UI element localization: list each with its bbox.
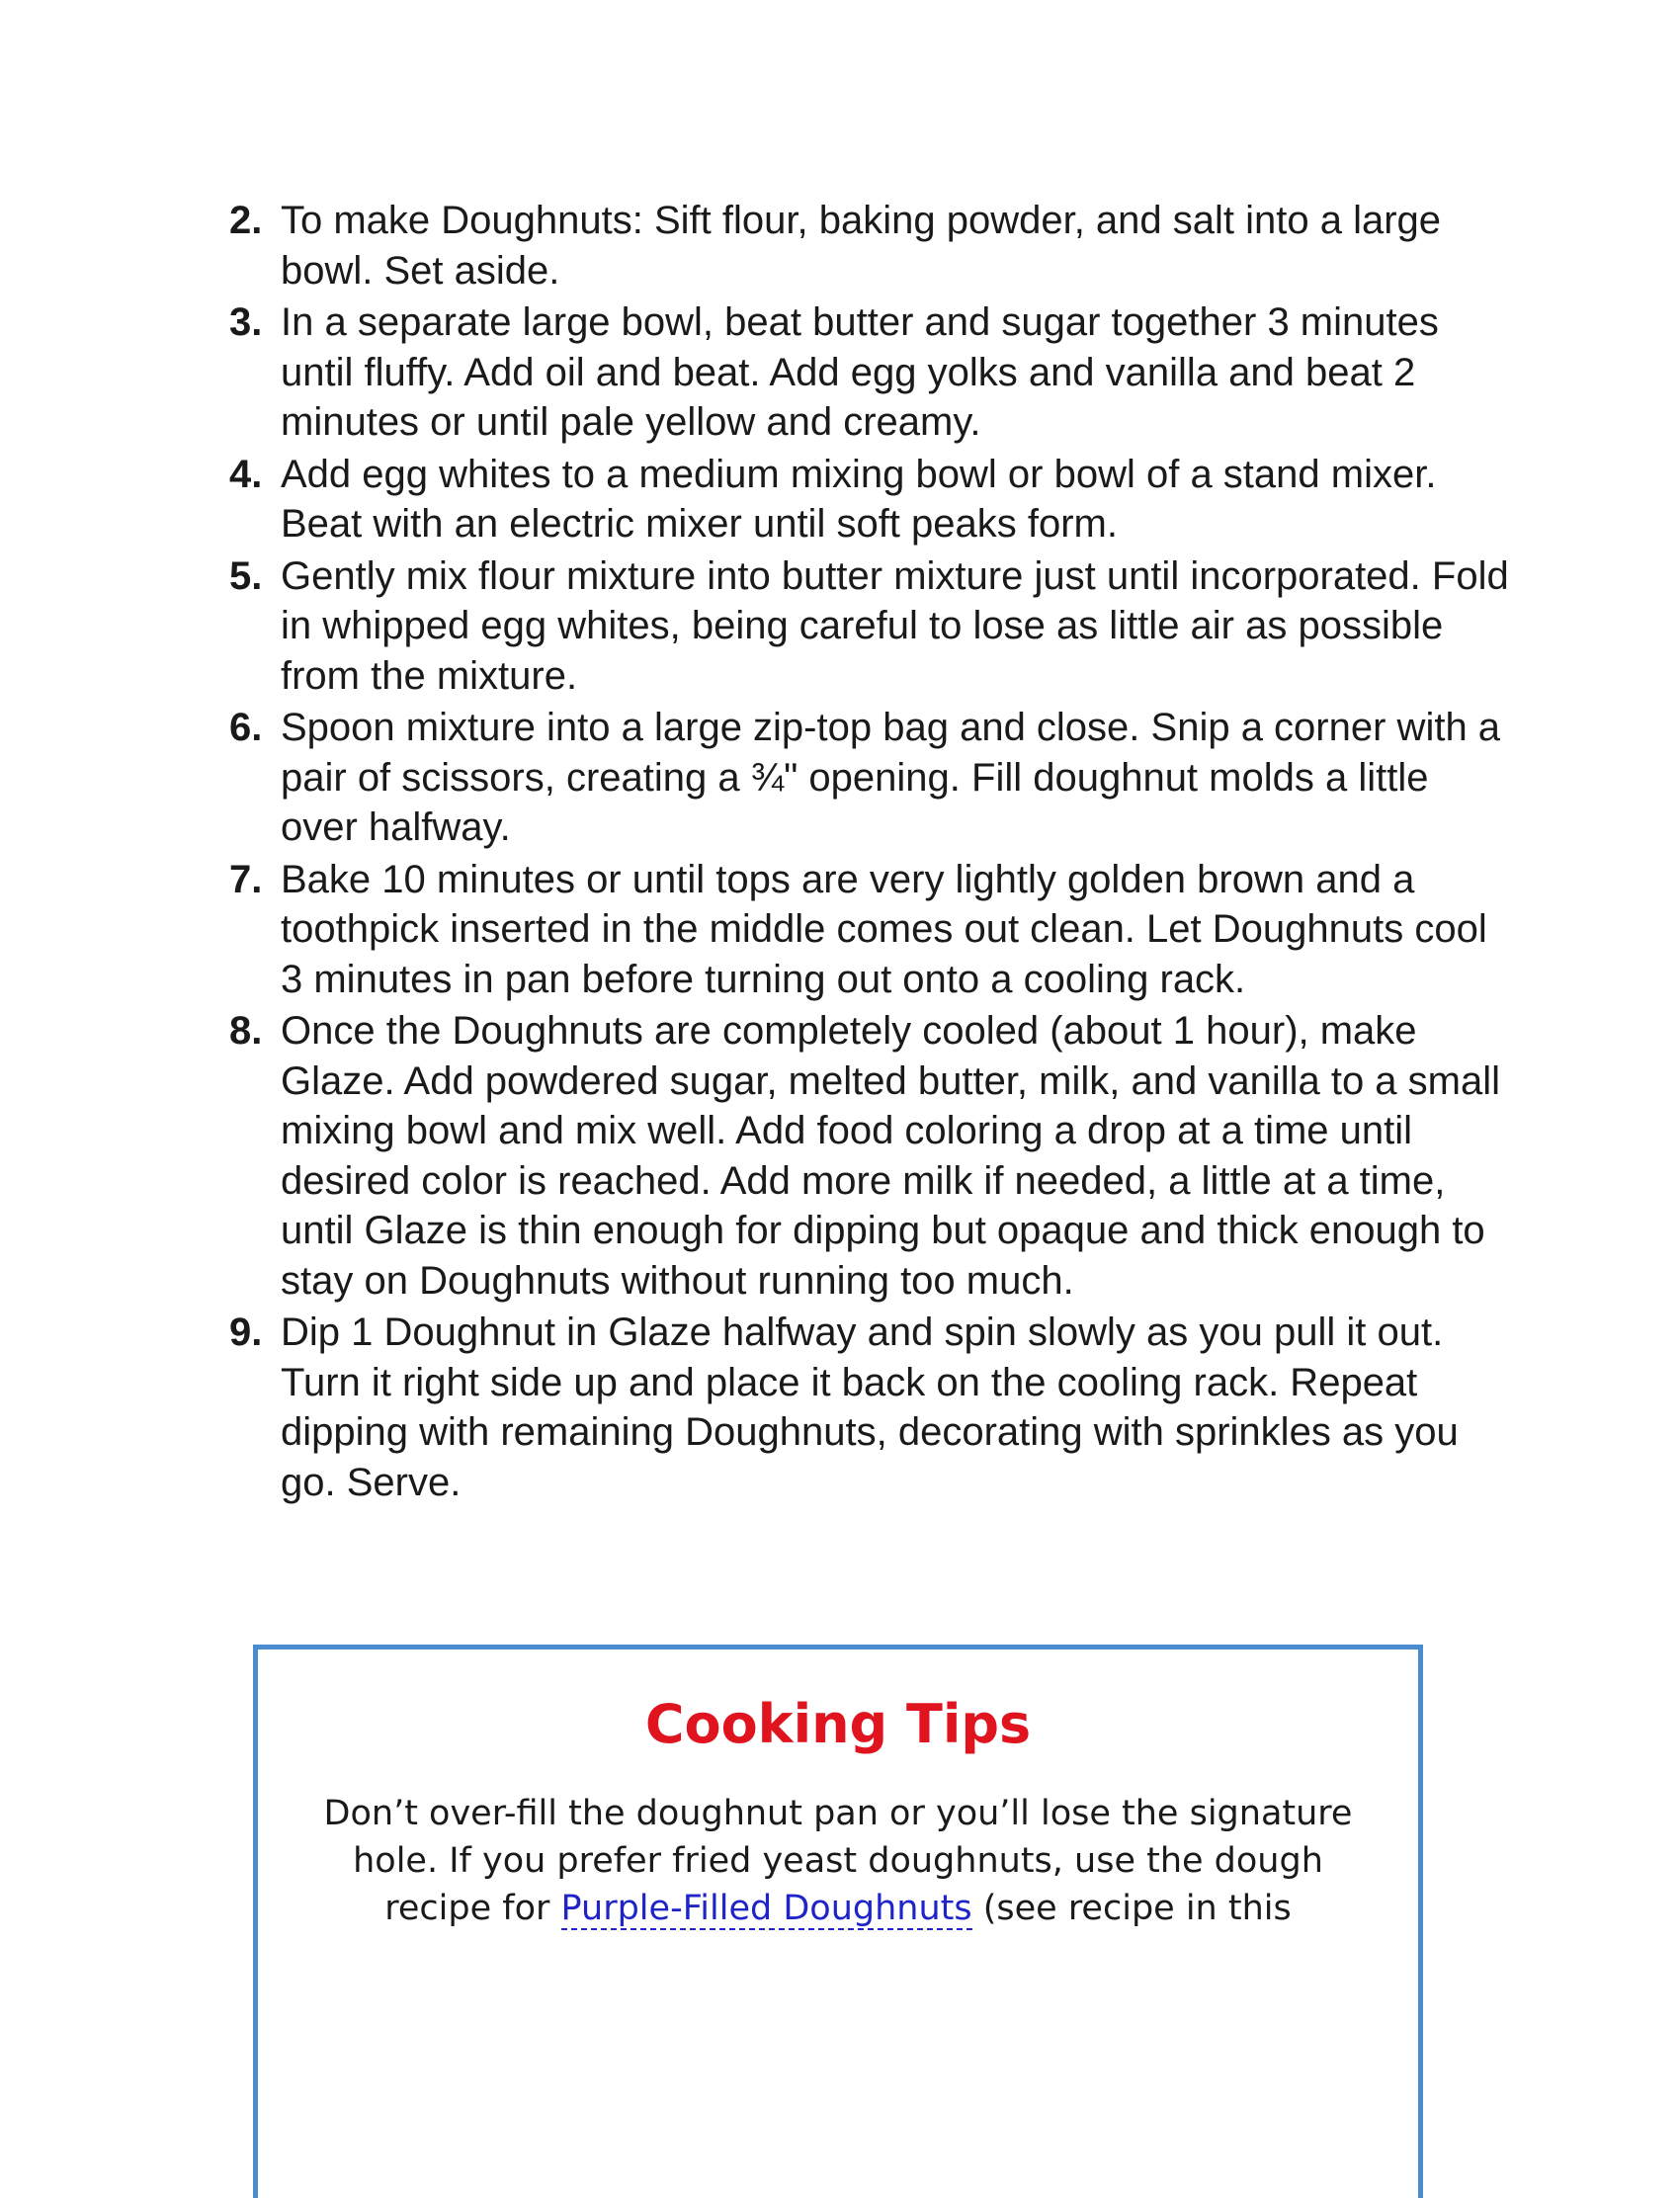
purple-filled-doughnuts-link[interactable]: Purple-Filled Doughnuts [560, 1889, 972, 1928]
step-text: Add egg whites to a medium mixing bowl or bowl of a stand mixer. Beat with an electric mixer until soft peaks form. [281, 452, 1437, 546]
step-number: 2. [229, 199, 263, 242]
step-item [229, 297, 1514, 448]
step-number: 5. [229, 553, 263, 598]
step-text: To make Doughnuts: Sift flour, baking powder, and salt into a large bowl. Set aside. [281, 199, 1442, 293]
step-text: Spoon mixture into a large zip-top bag and close. Snip a corner with a pair of scissors, creating a ¾" opening. Fill doughnut molds a little over halfway. [281, 706, 1501, 849]
tips-text-after-link: (see recipe in this [971, 1889, 1292, 1928]
instruction-steps [229, 196, 1514, 1509]
step-number: 6. [229, 706, 263, 749]
step-number: 9. [229, 1310, 263, 1354]
step-text: Once the Doughnuts are completely cooled (about 1 hour), make Glaze. Add powdered sugar, melted butter, milk, and vanilla to a small mixing bowl and mix well. Add food coloring a drop at a time until desired color is reached. Add more milk if needed, a little at a time, until Glaze is thin enough for dipping but opaque and thick enough to stay on Doughnuts without running too much. [281, 1009, 1501, 1303]
step-number: 7. [229, 857, 263, 901]
step-text: In a separate large bowl, beat butter and sugar together 3 minutes until fluffy. Add oil and beat. Add egg yolks and vanilla and beat 2 minutes or until pale yellow and creamy. [281, 300, 1439, 444]
step-item [229, 450, 1514, 550]
step-number: 4. [229, 452, 263, 496]
step-text: Bake 10 minutes or until tops are very lightly golden brown and a toothpick inserted in the middle comes out clean. Let Doughnuts cool 3 minutes in pan before turning out onto a cooling rack. [281, 857, 1487, 1001]
step-item [229, 1006, 1514, 1306]
step-item [229, 855, 1514, 1005]
step-item [229, 703, 1514, 853]
cooking-tips-text [307, 1790, 1369, 1932]
step-item [229, 1308, 1514, 1507]
step-text: Dip 1 Doughnut in Glaze halfway and spin slowly as you pull it out. Turn it right side up and place it back on the cooling rack. Repeat dipping with remaining Doughnuts, decorating with sprinkles as you go. Serve. [281, 1310, 1459, 1504]
step-item [229, 551, 1514, 702]
step-text: Gently mix flour mixture into butter mixture just until incorporated. Fold in whipped egg whites, being careful to lose as little air as possible from the mixture. [281, 553, 1509, 698]
step-item [229, 196, 1514, 296]
step-number: 8. [229, 1009, 263, 1053]
tips-text-before-link: Don’t over-fill the doughnut pan or you’ll lose the signature hole. If you prefer fried yeast doughnuts, use the dough recipe for [323, 1794, 1353, 1928]
cooking-tips-title: Cooking Tips [644, 1693, 1032, 1755]
step-number: 3. [229, 300, 263, 344]
cooking-tips-box [253, 1645, 1423, 2198]
